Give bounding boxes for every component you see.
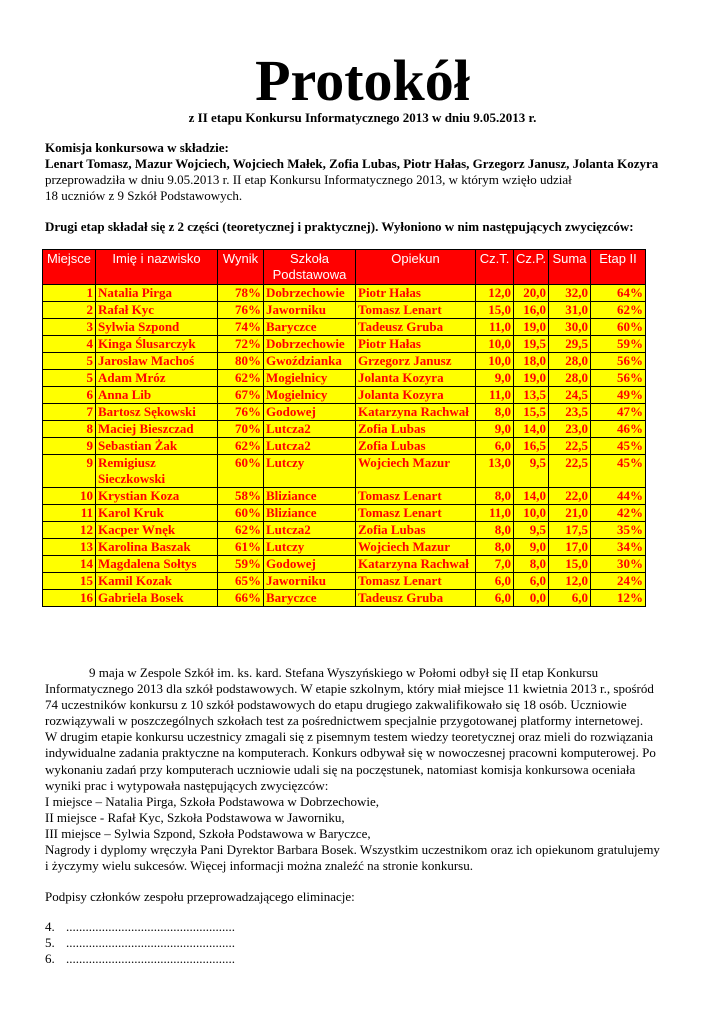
cell-sum: 21,0 (549, 505, 591, 522)
cell-school: Dobrzechowie (264, 285, 356, 302)
cell-school: Lutczy (264, 539, 356, 556)
cell-score: 62% (218, 370, 264, 387)
cell-stage2: 64% (591, 285, 646, 302)
cell-name: Adam Mróz (96, 370, 218, 387)
cell-place: 3 (43, 319, 96, 336)
cell-sum: 31,0 (549, 302, 591, 319)
intro-line-2: 18 uczniów z 9 Szkół Podstawowych. (45, 188, 243, 203)
results-table (42, 249, 646, 607)
cell-sum: 28,0 (549, 353, 591, 370)
cell-place: 16 (43, 590, 96, 607)
cell-practice: 6,0 (514, 573, 549, 590)
body-line: indywidualne zadania praktyczne na komputerach. Konkurs odbywał się w nowoczesnej pracowni komputerowej. Po (45, 745, 656, 761)
cell-stage2: 62% (591, 302, 646, 319)
cell-practice: 10,0 (514, 505, 549, 522)
cell-school: Godowej (264, 556, 356, 573)
cell-theory: 13,0 (476, 455, 514, 488)
table-row (43, 370, 646, 387)
header-stage2: Etap II (591, 250, 646, 285)
cell-practice: 20,0 (514, 285, 549, 302)
cell-practice: 16,5 (514, 438, 549, 455)
cell-practice: 19,0 (514, 370, 549, 387)
cell-tutor: Piotr Hałas (356, 336, 476, 353)
body-line: Informatycznego 2013 dla szkół podstawowych. W etapie szkolnym, który miał miejsce 11 kwietnia 2013 r., spośród (45, 681, 654, 697)
cell-tutor: Katarzyna Rachwał (356, 404, 476, 421)
cell-practice: 14,0 (514, 421, 549, 438)
cell-place: 14 (43, 556, 96, 573)
cell-name: Natalia Pirga (96, 285, 218, 302)
cell-practice: 9,5 (514, 522, 549, 539)
winners-lead: Drugi etap składał się z 2 części (teoretycznej i praktycznej). Wyłoniono w nim następujących zwycięzców: (45, 219, 634, 234)
header-name: Imię i nazwisko (96, 250, 218, 285)
cell-stage2: 60% (591, 319, 646, 336)
cell-practice: 19,5 (514, 336, 549, 353)
cell-score: 62% (218, 522, 264, 539)
cell-sum: 17,0 (549, 539, 591, 556)
cell-score: 59% (218, 556, 264, 573)
cell-tutor: Wojciech Mazur (356, 455, 476, 488)
cell-name: Remigiusz Sieczkowski (96, 455, 218, 488)
table-row (43, 590, 646, 607)
cell-school: Bliziance (264, 505, 356, 522)
cell-theory: 11,0 (476, 387, 514, 404)
cell-tutor: Tadeusz Gruba (356, 319, 476, 336)
cell-sum: 23,5 (549, 404, 591, 421)
signature-line (45, 919, 235, 935)
cell-name: Kacper Wnęk (96, 522, 218, 539)
cell-theory: 11,0 (476, 319, 514, 336)
cell-stage2: 59% (591, 336, 646, 353)
cell-school: Mogielnicy (264, 370, 356, 387)
cell-stage2: 44% (591, 488, 646, 505)
cell-place: 9 (43, 455, 96, 488)
cell-tutor: Tomasz Lenart (356, 302, 476, 319)
cell-name: Bartosz Sękowski (96, 404, 218, 421)
cell-practice: 8,0 (514, 556, 549, 573)
cell-place: 2 (43, 302, 96, 319)
cell-practice: 0,0 (514, 590, 549, 607)
signature-number: 5. (45, 935, 55, 950)
third-place-line: III miejsce – Sylwia Szpond, Szkoła Podstawowa w Baryczce, (45, 825, 371, 841)
cell-practice: 9,0 (514, 539, 549, 556)
cell-tutor: Wojciech Mazur (356, 539, 476, 556)
cell-name: Gabriela Bosek (96, 590, 218, 607)
cell-practice: 15,5 (514, 404, 549, 421)
body-line: W drugim etapie konkursu uczestnicy zmagali się z pisemnym testem wiedzy teoretycznej oraz mieli do rozwiązania (45, 729, 654, 745)
table-row (43, 488, 646, 505)
body-line: wyniki prac i wytypowała następujących zwycięzców: (45, 777, 329, 793)
header-school: Szkoła Podstawowa (264, 250, 356, 285)
table-row (43, 539, 646, 556)
intro-line-1: przeprowadziła w dniu 9.05.2013 r. II etap Konkursu Informatycznego 2013, w którym wzięło udział (45, 172, 572, 187)
cell-stage2: 56% (591, 353, 646, 370)
cell-tutor: Tomasz Lenart (356, 505, 476, 522)
cell-school: Lutczy (264, 455, 356, 488)
first-place-line: I miejsce – Natalia Pirga, Szkoła Podstawowa w Dobrzechowie, (45, 793, 380, 809)
signature-dots: .................................................... (66, 951, 235, 966)
cell-name: Karolina Baszak (96, 539, 218, 556)
document-subtitle: z II etapu Konkursu Informatycznego 2013 w dniu 9.05.2013 r. (188, 110, 537, 125)
table-row (43, 421, 646, 438)
cell-tutor: Piotr Hałas (356, 285, 476, 302)
cell-practice: 14,0 (514, 488, 549, 505)
second-place-line: II miejsce - Rafał Kyc, Szkoła Podstawowa w Jaworniku, (45, 809, 345, 825)
cell-practice: 13,5 (514, 387, 549, 404)
table-header-row (43, 250, 646, 285)
cell-name: Rafał Kyc (96, 302, 218, 319)
signature-number: 4. (45, 919, 55, 934)
cell-stage2: 30% (591, 556, 646, 573)
cell-score: 66% (218, 590, 264, 607)
cell-score: 60% (218, 505, 264, 522)
cell-place: 9 (43, 438, 96, 455)
body-line: rozwiązywali w poszczególnych szkołach test za pośrednictwem specjalnie przygotowanej platformy internetowej. (45, 713, 644, 729)
cell-score: 58% (218, 488, 264, 505)
cell-sum: 15,0 (549, 556, 591, 573)
cell-theory: 12,0 (476, 285, 514, 302)
cell-name: Maciej Bieszczad (96, 421, 218, 438)
cell-practice: 16,0 (514, 302, 549, 319)
cell-school: Mogielnicy (264, 387, 356, 404)
body-line: wykonaniu zadań przy komputerach uczniowie udali się na poczęstunek, natomiast komisja konkursowa oceniała (45, 761, 636, 777)
cell-tutor: Grzegorz Janusz (356, 353, 476, 370)
cell-practice: 9,5 (514, 455, 549, 488)
cell-stage2: 34% (591, 539, 646, 556)
cell-school: Baryczce (264, 319, 356, 336)
cell-place: 7 (43, 404, 96, 421)
cell-stage2: 46% (591, 421, 646, 438)
cell-stage2: 42% (591, 505, 646, 522)
cell-place: 5 (43, 370, 96, 387)
cell-sum: 29,5 (549, 336, 591, 353)
signature-line (45, 935, 235, 951)
header-score: Wynik (218, 250, 264, 285)
cell-theory: 11,0 (476, 505, 514, 522)
cell-stage2: 47% (591, 404, 646, 421)
signature-dots: .................................................... (66, 935, 235, 950)
cell-stage2: 45% (591, 455, 646, 488)
cell-theory: 10,0 (476, 336, 514, 353)
cell-stage2: 12% (591, 590, 646, 607)
cell-tutor: Tadeusz Gruba (356, 590, 476, 607)
cell-stage2: 35% (591, 522, 646, 539)
cell-score: 80% (218, 353, 264, 370)
cell-stage2: 24% (591, 573, 646, 590)
cell-tutor: Tomasz Lenart (356, 488, 476, 505)
cell-name: Kamil Kozak (96, 573, 218, 590)
table-row (43, 522, 646, 539)
cell-sum: 30,0 (549, 319, 591, 336)
cell-sum: 17,5 (549, 522, 591, 539)
cell-sum: 32,0 (549, 285, 591, 302)
cell-theory: 9,0 (476, 370, 514, 387)
cell-tutor: Jolanta Kozyra (356, 370, 476, 387)
cell-practice: 19,0 (514, 319, 549, 336)
cell-school: Baryczce (264, 590, 356, 607)
cell-score: 72% (218, 336, 264, 353)
cell-name: Kinga Ślusarczyk (96, 336, 218, 353)
body-line: i życzymy wielu sukcesów. Więcej informacji można znaleźć na stronie konkursu. (45, 858, 473, 874)
cell-score: 61% (218, 539, 264, 556)
cell-place: 13 (43, 539, 96, 556)
cell-sum: 22,5 (549, 438, 591, 455)
cell-place: 8 (43, 421, 96, 438)
cell-score: 60% (218, 455, 264, 488)
cell-sum: 12,0 (549, 573, 591, 590)
cell-school: Jaworniku (264, 573, 356, 590)
cell-theory: 6,0 (476, 573, 514, 590)
cell-place: 4 (43, 336, 96, 353)
cell-tutor: Katarzyna Rachwał (356, 556, 476, 573)
cell-sum: 22,5 (549, 455, 591, 488)
cell-name: Anna Lib (96, 387, 218, 404)
cell-theory: 8,0 (476, 539, 514, 556)
report-body (45, 665, 685, 874)
document-title: Protokół (255, 48, 470, 113)
cell-score: 76% (218, 404, 264, 421)
table-row (43, 556, 646, 573)
cell-school: Gwoździanka (264, 353, 356, 370)
cell-score: 78% (218, 285, 264, 302)
table-row (43, 573, 646, 590)
cell-name: Jarosław Machoś (96, 353, 218, 370)
cell-place: 11 (43, 505, 96, 522)
cell-school: Lutcza2 (264, 421, 356, 438)
cell-sum: 23,0 (549, 421, 591, 438)
header-practice: Cz.P. (514, 250, 549, 285)
cell-theory: 8,0 (476, 522, 514, 539)
cell-sum: 24,5 (549, 387, 591, 404)
table-row (43, 505, 646, 522)
table-row (43, 336, 646, 353)
cell-school: Jaworniku (264, 302, 356, 319)
cell-tutor: Zofia Lubas (356, 421, 476, 438)
body-line: 9 maja w Zespole Szkół im. ks. kard. Stefana Wyszyńskiego w Połomi odbył się II etap Konkursu (89, 665, 599, 680)
cell-sum: 6,0 (549, 590, 591, 607)
signatures-label: Podpisy członków zespołu przeprowadzającego eliminacje: (45, 889, 355, 904)
cell-theory: 8,0 (476, 488, 514, 505)
cell-school: Lutcza2 (264, 438, 356, 455)
cell-tutor: Zofia Lubas (356, 522, 476, 539)
cell-tutor: Tomasz Lenart (356, 573, 476, 590)
cell-tutor: Jolanta Kozyra (356, 387, 476, 404)
body-line: 74 uczestników konkursu z 10 szkół podstawowych do etapu drugiego zakwalifikowało się 18 osób. Uczniowie (45, 697, 627, 713)
cell-name: Karol Kruk (96, 505, 218, 522)
signature-line (45, 951, 235, 967)
body-line: Nagrody i dyplomy wręczyła Pani Dyrektor Barbara Bosek. Wszystkim uczestnikom oraz ich opiekunom gratulujemy (45, 842, 660, 858)
table-row (43, 319, 646, 336)
header-sum: Suma (549, 250, 591, 285)
cell-sum: 28,0 (549, 370, 591, 387)
cell-name: Krystian Koza (96, 488, 218, 505)
cell-name: Magdalena Sołtys (96, 556, 218, 573)
cell-score: 76% (218, 302, 264, 319)
cell-theory: 6,0 (476, 590, 514, 607)
cell-theory: 9,0 (476, 421, 514, 438)
table-row (43, 387, 646, 404)
cell-place: 1 (43, 285, 96, 302)
commission-members: Lenart Tomasz, Mazur Wojciech, Wojciech Małek, Zofia Lubas, Piotr Hałas, Grzegorz Janusz, Jolanta Kozyra (45, 156, 659, 171)
cell-theory: 15,0 (476, 302, 514, 319)
cell-score: 74% (218, 319, 264, 336)
cell-school: Bliziance (264, 488, 356, 505)
cell-theory: 10,0 (476, 353, 514, 370)
table-row (43, 455, 646, 488)
cell-theory: 7,0 (476, 556, 514, 573)
signature-number: 6. (45, 951, 55, 966)
cell-score: 67% (218, 387, 264, 404)
cell-place: 10 (43, 488, 96, 505)
cell-place: 15 (43, 573, 96, 590)
cell-school: Lutcza2 (264, 522, 356, 539)
table-row (43, 438, 646, 455)
cell-sum: 22,0 (549, 488, 591, 505)
cell-place: 6 (43, 387, 96, 404)
intro-section (45, 140, 695, 204)
cell-practice: 18,0 (514, 353, 549, 370)
cell-school: Godowej (264, 404, 356, 421)
cell-school: Dobrzechowie (264, 336, 356, 353)
cell-name: Sebastian Żak (96, 438, 218, 455)
cell-stage2: 49% (591, 387, 646, 404)
cell-place: 12 (43, 522, 96, 539)
cell-score: 62% (218, 438, 264, 455)
commission-label: Komisja konkursowa w składzie: (45, 140, 229, 155)
cell-stage2: 56% (591, 370, 646, 387)
header-place: Miejsce (43, 250, 96, 285)
table-row (43, 285, 646, 302)
cell-place: 5 (43, 353, 96, 370)
cell-score: 70% (218, 421, 264, 438)
table-row (43, 404, 646, 421)
cell-score: 65% (218, 573, 264, 590)
cell-tutor: Zofia Lubas (356, 438, 476, 455)
header-theory: Cz.T. (476, 250, 514, 285)
cell-stage2: 45% (591, 438, 646, 455)
cell-theory: 6,0 (476, 438, 514, 455)
table-row (43, 302, 646, 319)
cell-theory: 8,0 (476, 404, 514, 421)
cell-name: Sylwia Szpond (96, 319, 218, 336)
table-row (43, 353, 646, 370)
header-tutor: Opiekun (356, 250, 476, 285)
signature-dots: .................................................... (66, 919, 235, 934)
